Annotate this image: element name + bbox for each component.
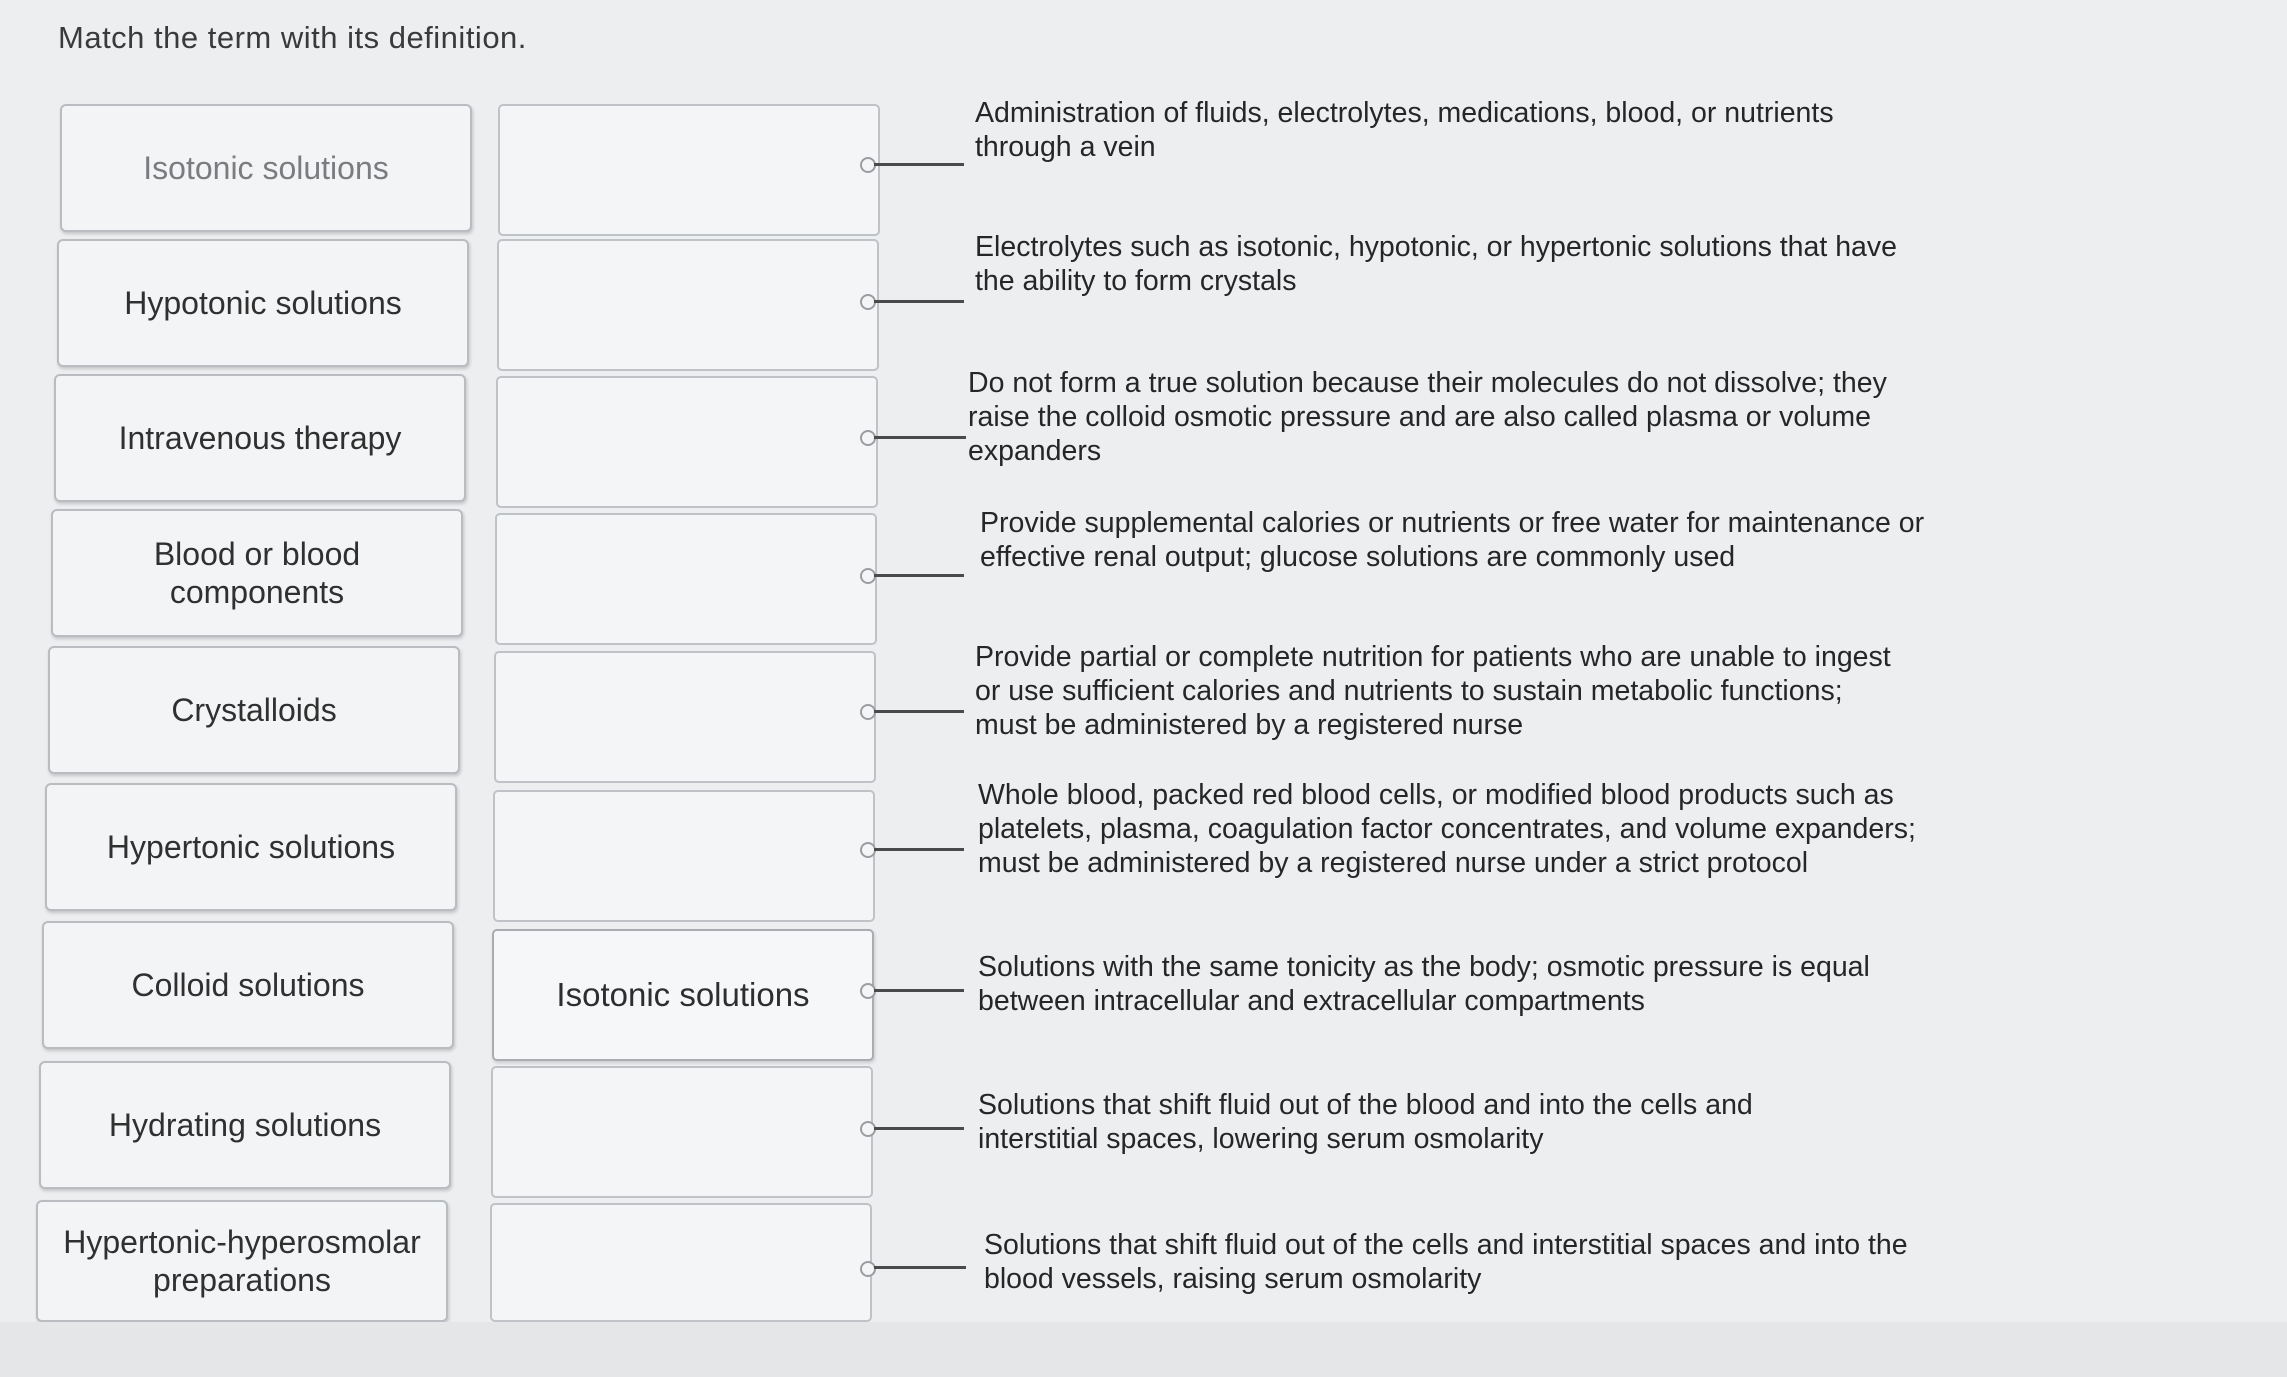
term-card[interactable]: Colloid solutions [42, 921, 454, 1049]
definition-text: Electrolytes such as isotonic, hypotonic, or hypertonic solutions that have the ability to form crystals [975, 231, 1897, 297]
term-card[interactable]: Crystalloids [48, 646, 460, 774]
connector-line [874, 989, 964, 992]
definition-text: Whole blood, packed red blood cells, or modified blood products such as platelets, plasma, coagulation factor concentrates, and volume expanders; must be administered by a registered nurse under a strict protocol [978, 779, 1916, 879]
connector-line [874, 436, 966, 439]
connector-line [874, 300, 964, 303]
term-card[interactable]: Blood or blood components [51, 509, 463, 637]
definition-text: Solutions that shift fluid out of the cells and interstitial spaces and into the blood vessels, raising serum osmolarity [984, 1229, 1908, 1295]
definition-text: Solutions that shift fluid out of the blood and into the cells and interstitial spaces, lowering serum osmolarity [978, 1089, 1753, 1155]
connector-line [874, 848, 964, 851]
connector-line [874, 1127, 964, 1130]
term-card[interactable]: Hydrating solutions [39, 1061, 451, 1189]
answer-drop-slot[interactable] [497, 239, 879, 371]
answer-drop-slot[interactable] [495, 513, 877, 645]
connector-line [874, 1266, 966, 1269]
term-card[interactable]: Hypotonic solutions [57, 239, 469, 367]
connector-dot [860, 1261, 876, 1277]
definition-text: Solutions with the same tonicity as the body; osmotic pressure is equal between intracellular and extracellular compartments [978, 951, 1870, 1017]
term-card[interactable]: Hypertonic-hyperosmolar preparations [36, 1200, 448, 1322]
connector-line [874, 710, 964, 713]
definition-text: Provide supplemental calories or nutrients or free water for maintenance or effective renal output; glucose solutions are commonly used [980, 507, 1925, 573]
definition-text: Provide partial or complete nutrition for patients who are unable to ingest or use sufficient calories and nutrients to sustain metabolic functions; must be administered by a registered nurse [975, 641, 1891, 741]
answer-drop-slot[interactable] [498, 104, 880, 236]
page-bottom-edge [0, 1322, 2287, 1377]
term-card[interactable]: Intravenous therapy [54, 374, 466, 502]
term-card[interactable]: Hypertonic solutions [45, 783, 457, 911]
connector-line [874, 163, 964, 166]
answer-drop-slot[interactable] [496, 376, 878, 508]
answer-drop-slot[interactable] [490, 1203, 872, 1322]
term-card[interactable]: Isotonic solutions [60, 104, 472, 232]
definition-text: Administration of fluids, electrolytes, medications, blood, or nutrients through a vein [975, 97, 1834, 163]
answer-drop-slot[interactable]: Isotonic solutions [492, 929, 874, 1061]
answer-drop-slot[interactable] [491, 1066, 873, 1198]
answer-drop-slot[interactable] [494, 651, 876, 783]
instruction-text: Match the term with its definition. [58, 20, 527, 55]
answer-drop-slot[interactable] [493, 790, 875, 922]
connector-line [874, 574, 964, 577]
definition-text: Do not form a true solution because their molecules do not dissolve; they raise the colloid osmotic pressure and are also called plasma or volume expanders [968, 367, 1887, 467]
